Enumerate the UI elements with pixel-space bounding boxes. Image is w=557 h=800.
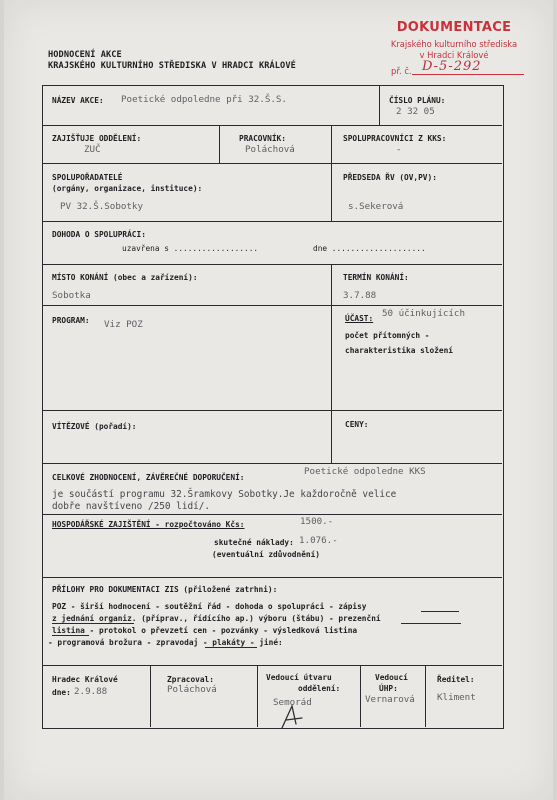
spolupracovnici-label: SPOLUPRACOVNÍCI Z KKS: — [343, 134, 447, 143]
zapisy-underline — [421, 611, 459, 612]
vedouci-uhp-label: Vedoucí — [375, 673, 408, 682]
rule — [42, 577, 502, 578]
prezencni-underline — [401, 623, 461, 624]
program-value: Viz POZ — [104, 319, 143, 330]
stamp-ref-label: př. č. — [391, 66, 412, 76]
reditel-value: Kliment — [437, 692, 476, 703]
celkove-line2: je součástí programu 32.Šramkovy Sobotky.Je každoročně velice — [52, 489, 397, 500]
vedouci-uhp-value: Vernarová — [365, 694, 415, 705]
predseda-label: PŘEDSEDA ŘV (OV,PV): — [343, 173, 437, 182]
nazev-akce-label: NÁZEV AKCE: — [52, 96, 104, 105]
rule — [360, 665, 361, 727]
prilohy-line2: z jednání organiz. (příprav., řídícího ap.) výboru (štábu) - prezenční — [52, 614, 381, 623]
celkove-line3: dobře navštíveno /250 lidí/. — [52, 501, 211, 512]
zajistuje-value: ZUČ — [84, 144, 101, 155]
predseda-value: s.Sekerová — [348, 201, 404, 212]
eventualni-label: (eventuální zdůvodnění) — [212, 550, 320, 559]
stamp-title: DOKUMENTACE — [396, 20, 512, 35]
signature-mark — [276, 700, 316, 732]
vedouci-utvaru-sublabel: oddělení: — [298, 684, 341, 693]
program-label: PROGRAM: — [52, 316, 90, 325]
spolupracovnici-value: - — [396, 144, 402, 155]
prilohy-line3: listina - protokol o převzetí cen - pozvánky - výsledková listina — [52, 626, 358, 635]
stamp-line1: Krajského kulturního střediska — [390, 39, 518, 49]
stamp-ref-underline — [412, 74, 524, 75]
stamp-ref-value: D-5-292 — [422, 59, 482, 74]
rule — [257, 665, 258, 727]
ucast-value: 50 účinkujících — [382, 308, 465, 319]
document-header-line1: HODNOCENÍ AKCE — [48, 50, 122, 60]
dohoda-label: DOHODA O SPOLUPRÁCI: — [52, 230, 146, 239]
footer-dne-value: 2.9.88 — [74, 686, 108, 697]
rule — [379, 85, 380, 125]
footer-dne-label: dne: — [52, 688, 71, 697]
zajistuje-label: ZAJIŠŤUJE ODDĚLENÍ: — [52, 134, 142, 143]
skutecne-label: skutečné náklady: — [214, 538, 294, 547]
spoluporadatele-sublabel: (orgány, organizace, instituce): — [52, 184, 203, 193]
dohoda-dne: dne .................... — [313, 244, 426, 253]
rule — [42, 221, 502, 222]
rule — [42, 514, 502, 515]
ucast-label: ÚČAST: — [345, 314, 374, 323]
rule — [425, 665, 426, 727]
rule — [42, 264, 502, 265]
jednani-underline — [52, 623, 134, 624]
listina-underline — [52, 635, 89, 636]
cislo-planu-value: 2 32 05 — [396, 106, 435, 117]
prilohy-label: PŘÍLOHY PRO DOKUMENTACI ZIS (přiložené zatrhni): — [52, 585, 278, 594]
spoluporadatele-value: PV 32.Š.Sobotky — [60, 201, 143, 212]
termin-value: 3.7.88 — [343, 290, 377, 301]
celkove-label: CELKOVÉ ZHODNOCENÍ, ZÁVĚREČNÉ DOPORUČENÍ: — [52, 473, 245, 482]
dokumentace-stamp — [374, 20, 534, 60]
document-header-line2: KRAJSKÉHO KULTURNÍHO STŘEDISKA V HRADCI KRÁLOVÉ — [48, 61, 296, 71]
vedouci-utvaru-label: Vedoucí útvaru — [266, 673, 332, 682]
hospodarske-label-text: HOSPODÁŘSKÉ ZAJIŠTĚNÍ - rozpočtováno Kčs: — [52, 520, 245, 529]
rule — [42, 463, 502, 464]
hospodarske-label — [52, 519, 244, 530]
rule — [42, 410, 502, 411]
zpracoval-label: Zpracoval: — [167, 675, 214, 684]
rule — [331, 264, 332, 463]
reditel-label: Ředitel: — [437, 675, 475, 684]
termin-label: TERMÍN KONÁNÍ: — [343, 273, 409, 282]
nazev-akce-value: Poetické odpoledne při 32.Š.S. — [121, 94, 287, 105]
skutecne-value: 1.076.- — [299, 535, 338, 546]
stamp-line2: v Hradci Králové — [419, 50, 489, 60]
prilohy-line4: - programová brožura - zpravodaj - plakáty - jiné: — [48, 638, 283, 647]
rule — [150, 665, 151, 727]
rule — [331, 125, 332, 221]
dohoda-uzavrena: uzavřena s .................. — [122, 244, 259, 253]
rozpocet-value: 1500.- — [300, 516, 334, 527]
misto-value: Sobotka — [52, 290, 91, 301]
ucast-pocet: počet přítomných - — [345, 331, 430, 340]
pracovnik-label: PRACOVNÍK: — [239, 134, 286, 143]
vitezove-label: VÍTĚZOVÉ (pořadí): — [52, 422, 137, 431]
pracovnik-value: Poláchová — [245, 144, 295, 155]
rule — [219, 125, 220, 163]
rule — [42, 125, 502, 126]
rule — [42, 665, 502, 666]
ceny-label: CENY: — [345, 420, 369, 429]
rule — [42, 163, 502, 164]
document-page — [4, 0, 553, 800]
spoluporadatele-label: SPOLUPOŘADATELÉ — [52, 173, 123, 182]
ucast-charakteristika: charakteristika složení — [345, 346, 453, 355]
vedouci-utvaru-value: Semorád — [273, 697, 312, 708]
zpracoval-value: Poláchová — [167, 684, 217, 695]
rule — [42, 305, 502, 306]
vedouci-uhp-sublabel: ÚHP: — [379, 684, 398, 693]
celkove-value: Poetické odpoledne KKS — [304, 466, 426, 477]
prilohy-line1: POZ - širší hodnocení - soutěžní řád - dohoda o spolupráci - zápisy — [52, 602, 367, 611]
misto-label: MÍSTO KONÁNÍ (obec a zařízení): — [52, 273, 198, 282]
footer-place: Hradec Králové — [52, 675, 118, 684]
cislo-planu-label: ČÍSLO PLÁNU: — [389, 96, 446, 105]
zpravodaj-underline — [205, 647, 257, 648]
